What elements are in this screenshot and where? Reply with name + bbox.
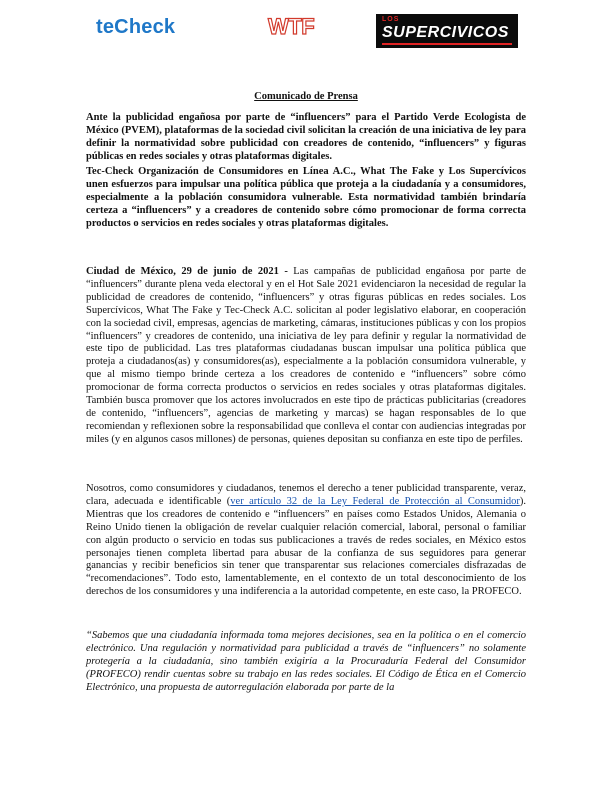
supercivicos-logo-text: SUPERCIVICOS — [382, 24, 509, 41]
quote-paragraph: “Sabemos que una ciudadanía informada toma mejores decisiones, sea en la política o en el comercio electrónico. Una regulación y normatividad para publicidad a través de “influencers” no solamente protegería a la ciudadanía, sino también exigiría a la Procuraduría Federal del Consumidor (PROFECO) rendir cuentas sobre su trabajo en las redes sociales. El Código de Ética en el Comercio Electrónico, una propuesta de autorregulación elaborada por parte de la — [86, 630, 526, 693]
law-article-link[interactable]: ver artículo 32 de la Ley Federal de Protección al Consumidor — [230, 495, 520, 507]
dateline: Ciudad de México, 29 de junio de 2021 - — [86, 266, 288, 277]
wtf-logo: WTF — [268, 14, 315, 39]
body-paragraph-2-after-link: ). Mientras que los creadores de contenido e “influencers” en países como Estados Unidos, Alemania o Reino Unido tienen la obligación de revelar cualquier relación comercial, laboral, personal o familiar con algún producto o servicio en todas sus publicaciones a través de redes sociales, en México estos personajes tienen completa libertad para abusar de la confianza de sus seguidores para generar ganancias y recibir beneficios sin tener que transparentar sus relaciones comerciales disfrazadas de “recomendaciones”. Todo esto, lamentablemente, en el contexto de un total desconocimiento de los derechos de los consumidores y una indiferencia a la autoridad competente, en este caso, la PROFECO. — [86, 495, 526, 598]
supercivicos-logo-stripe — [382, 43, 512, 45]
techeck-logo: teCheck — [96, 16, 176, 38]
logo-bar — [0, 10, 612, 50]
body-paragraph-1-text: Las campañas de publicidad engañosa por parte de “influencers” durante plena veda electoral y en el Hot Sale 2021 evidenciaron la necesidad de regular la publicidad de creadores de contenido, “influencers” y otras figuras públicas en redes sociales. Los Supercívicos, What The Fake y Tec-Check A.C. solicitan al poder legislativo elaborar, en cooperación con la sociedad civil, empresas, agencias de marketing, cámaras, instituciones públicas y con los propios “influencers” y creadores de contenido, una iniciativa de ley para definir y regular la normatividad de este tipo de publicidad. Las tres plataformas ciudadanas buscan impulsar una política pública que proteja a ciudadanos(as) y consumidores(as), especialmente a la población consumidora vulnerable, y que al mismo tiempo brinde certeza a los creadores de contenido e “influencers” sobre cómo promocionar de forma correcta productos o servicios en redes sociales y otras plataformas digitales. También busca promover que los actores involucrados en este tipo de prácticas publicitarias (creadores de contenido, “influencers”, agencias de marketing y marcas) se hagan responsables de lo que recomiendan y reflexionen sobre la responsabilidad que conlleva el contar con audiencias integradas por miles (y en algunos casos millones) de personas, quienes depositan su confianza en este tipo de perfiles. — [86, 266, 526, 445]
body-paragraph-1 — [86, 266, 526, 447]
body-paragraph-2 — [86, 483, 526, 599]
body-paragraph-2-before-link: Nosotros, como consumidores y ciudadanos, tenemos el derecho a tener publicidad transparente, veraz, clara, adecuada e identificable ( — [86, 483, 526, 507]
supercivicos-logo-small-text: LOS — [382, 16, 400, 23]
supercivicos-logo — [376, 14, 518, 48]
lead-paragraph-1: Ante la publicidad engañosa por parte de “influencers” para el Partido Verde Ecologista de México (PVEM), plataformas de la sociedad civil solicitan la creación de una iniciativa de ley para definir la normatividad sobre publicidad con creadores de contenido, “influencers” y figuras públicas en redes sociales y otras plataformas digitales. — [86, 112, 526, 162]
lead-paragraph-2: Tec-Check Organización de Consumidores en Línea A.C., What The Fake y Los Supercívicos unen esfuerzos para impulsar una política pública que proteja a la ciudadanía y a consumidores, especialmente a la población consumidora vulnerable. Esta normatividad también brindaría certeza a “influencers” y a creadores de contenido sobre cómo promocionar de forma correcta productos o servicios en redes sociales y otras plataformas digitales. — [86, 166, 526, 229]
page-title: Comunicado de Prensa — [254, 91, 358, 102]
